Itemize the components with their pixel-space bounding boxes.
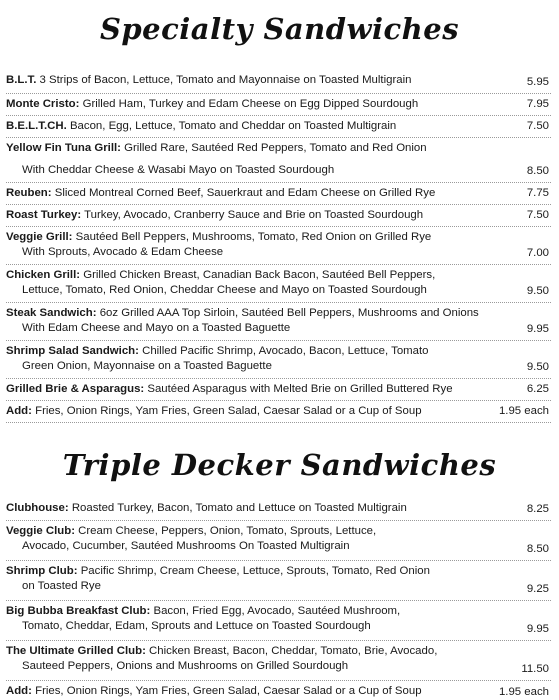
item-price: 7.50 — [526, 209, 549, 221]
item-name: Shrimp Salad Sandwich: — [6, 345, 139, 357]
item-name: The Ultimate Grilled Club: — [6, 645, 146, 657]
item-price: 8.50 — [526, 543, 549, 555]
menu-item-grilled-brie-asparagus — [6, 379, 551, 401]
menu-item-veggie-club — [6, 521, 551, 561]
item-description: Bacon, Egg, Lettuce, Tomato and Cheddar on Toasted Multigrain — [69, 120, 397, 132]
item-price: 7.00 — [526, 247, 549, 259]
menu-item-shrimp-club — [6, 561, 551, 601]
item-price: 7.75 — [526, 187, 549, 199]
item-name: Clubhouse: — [6, 502, 69, 514]
menu-item-blt — [6, 70, 551, 94]
item-name: Big Bubba Breakfast Club: — [6, 605, 151, 617]
item-description: Grilled Rare, Sautéed Red Peppers, Tomato and Red Onion — [124, 142, 427, 154]
menu-item-roast-turkey — [6, 205, 551, 227]
item-name: Monte Cristo: — [6, 98, 80, 110]
item-description: Chilled Pacific Shrimp, Avocado, Bacon, Lettuce, Tomato — [142, 345, 429, 357]
menu-item-add-sides — [6, 401, 551, 423]
item-description: Sautéed Bell Peppers, Mushrooms, Tomato, Red Onion on Grilled Rye — [75, 231, 432, 243]
menu-item-reuben — [6, 183, 551, 205]
item-description-continued: Green Onion, Mayonnaise on a Toasted Baguette — [22, 360, 272, 372]
triple-decker-menu-list — [6, 498, 551, 700]
menu-item-yellow-fin-tuna-grill — [6, 138, 551, 183]
menu-item-steak-sandwich — [6, 303, 551, 341]
item-description: Grilled Ham, Turkey and Edam Cheese on Egg Dipped Sourdough — [82, 98, 419, 110]
item-description-continued: on Toasted Rye — [22, 580, 101, 592]
item-name: Reuben: — [6, 187, 52, 199]
item-price: 9.25 — [526, 583, 549, 595]
item-description-continued: Avocado, Cucumber, Sautéed Mushrooms On Toasted Multigrain — [22, 540, 350, 552]
menu-item-veggie-grill — [6, 227, 551, 265]
item-description-continued: Tomato, Cheddar, Edam, Sprouts and Lettuce on Toasted Sourdough — [22, 620, 371, 632]
item-description: Roasted Turkey, Bacon, Tomato and Lettuce on Toasted Multigrain — [71, 502, 407, 514]
item-price: 5.95 — [526, 76, 549, 88]
specialty-sandwiches-title: Specialty Sandwiches — [99, 12, 460, 46]
item-description: Sautéed Asparagus with Melted Brie on Grilled Buttered Rye — [147, 383, 453, 395]
item-description: Turkey, Avocado, Cranberry Sauce and Brie on Toasted Sourdough — [84, 209, 424, 221]
item-price: 7.95 — [526, 98, 549, 110]
item-name: Add: — [6, 405, 32, 417]
menu-item-chicken-grill — [6, 265, 551, 303]
item-description-continued: With Cheddar Cheese & Wasabi Mayo on Toasted Sourdough — [22, 164, 335, 176]
item-name: Shrimp Club: — [6, 565, 78, 577]
item-name: Grilled Brie & Asparagus: — [6, 383, 145, 395]
menu-item-add-sides — [6, 681, 551, 700]
item-description-continued: Sauteed Peppers, Onions and Mushrooms on Grilled Sourdough — [22, 660, 349, 672]
item-price: 6.25 — [526, 383, 549, 395]
item-description: Bacon, Fried Egg, Avocado, Sautéed Mushroom, — [153, 605, 401, 617]
item-name: Chicken Grill: — [6, 269, 81, 281]
item-price: 8.25 — [526, 503, 549, 515]
item-name: Veggie Club: — [6, 525, 75, 537]
item-description: Chicken Breast, Bacon, Cheddar, Tomato, Brie, Avocado, — [149, 645, 438, 657]
item-name: B.E.L.T.CH. — [6, 120, 67, 132]
item-price: 8.50 — [526, 165, 549, 177]
item-description: Grilled Chicken Breast, Canadian Back Bacon, Sautéed Bell Peppers, — [83, 269, 436, 281]
specialty-menu-list — [6, 70, 551, 423]
menu-item-big-bubba-breakfast-club — [6, 601, 551, 641]
item-name: B.L.T. — [6, 74, 37, 86]
item-price: 9.95 — [526, 623, 549, 635]
item-description-continued: With Sprouts, Avocado & Edam Cheese — [22, 246, 224, 258]
menu-item-clubhouse — [6, 498, 551, 521]
item-price: 1.95 each — [498, 405, 549, 417]
triple-decker-sandwiches-title: Triple Decker Sandwiches — [62, 448, 497, 482]
item-description: 3 Strips of Bacon, Lettuce, Tomato and Mayonnaise on Toasted Multigrain — [39, 74, 412, 86]
item-description-continued: Lettuce, Tomato, Red Onion, Cheddar Cheese and Mayo on Toasted Sourdough — [22, 284, 427, 296]
menu-item-beltch — [6, 116, 551, 138]
item-description: Sliced Montreal Corned Beef, Sauerkraut and Edam Cheese on Grilled Rye — [54, 187, 436, 199]
item-description: Fries, Onion Rings, Yam Fries, Green Salad, Caesar Salad or a Cup of Soup — [35, 405, 422, 417]
menu-item-ultimate-grilled-club — [6, 641, 551, 681]
item-name: Steak Sandwich: — [6, 307, 97, 319]
item-price: 11.50 — [521, 663, 549, 675]
item-description: 6oz Grilled AAA Top Sirloin, Sautéed Bell Peppers, Mushrooms and Onions — [99, 307, 479, 319]
item-price: 9.50 — [526, 361, 549, 373]
item-name: Roast Turkey: — [6, 209, 82, 221]
item-description: Cream Cheese, Peppers, Onion, Tomato, Sprouts, Lettuce, — [78, 525, 377, 537]
item-description: Pacific Shrimp, Cream Cheese, Lettuce, Sprouts, Tomato, Red Onion — [80, 565, 430, 577]
menu-item-shrimp-salad-sandwich — [6, 341, 551, 379]
item-name: Veggie Grill: — [6, 231, 73, 243]
item-price: 9.50 — [526, 285, 549, 297]
menu-item-monte-cristo — [6, 94, 551, 116]
item-description-continued: With Edam Cheese and Mayo on a Toasted Baguette — [22, 322, 291, 334]
item-price: 7.50 — [526, 120, 549, 132]
item-price: 1.95 each — [498, 686, 549, 698]
item-name: Add: — [6, 685, 32, 697]
item-description: Fries, Onion Rings, Yam Fries, Green Salad, Caesar Salad or a Cup of Soup — [35, 685, 422, 697]
item-name: Yellow Fin Tuna Grill: — [6, 142, 121, 154]
item-price: 9.95 — [526, 323, 549, 335]
